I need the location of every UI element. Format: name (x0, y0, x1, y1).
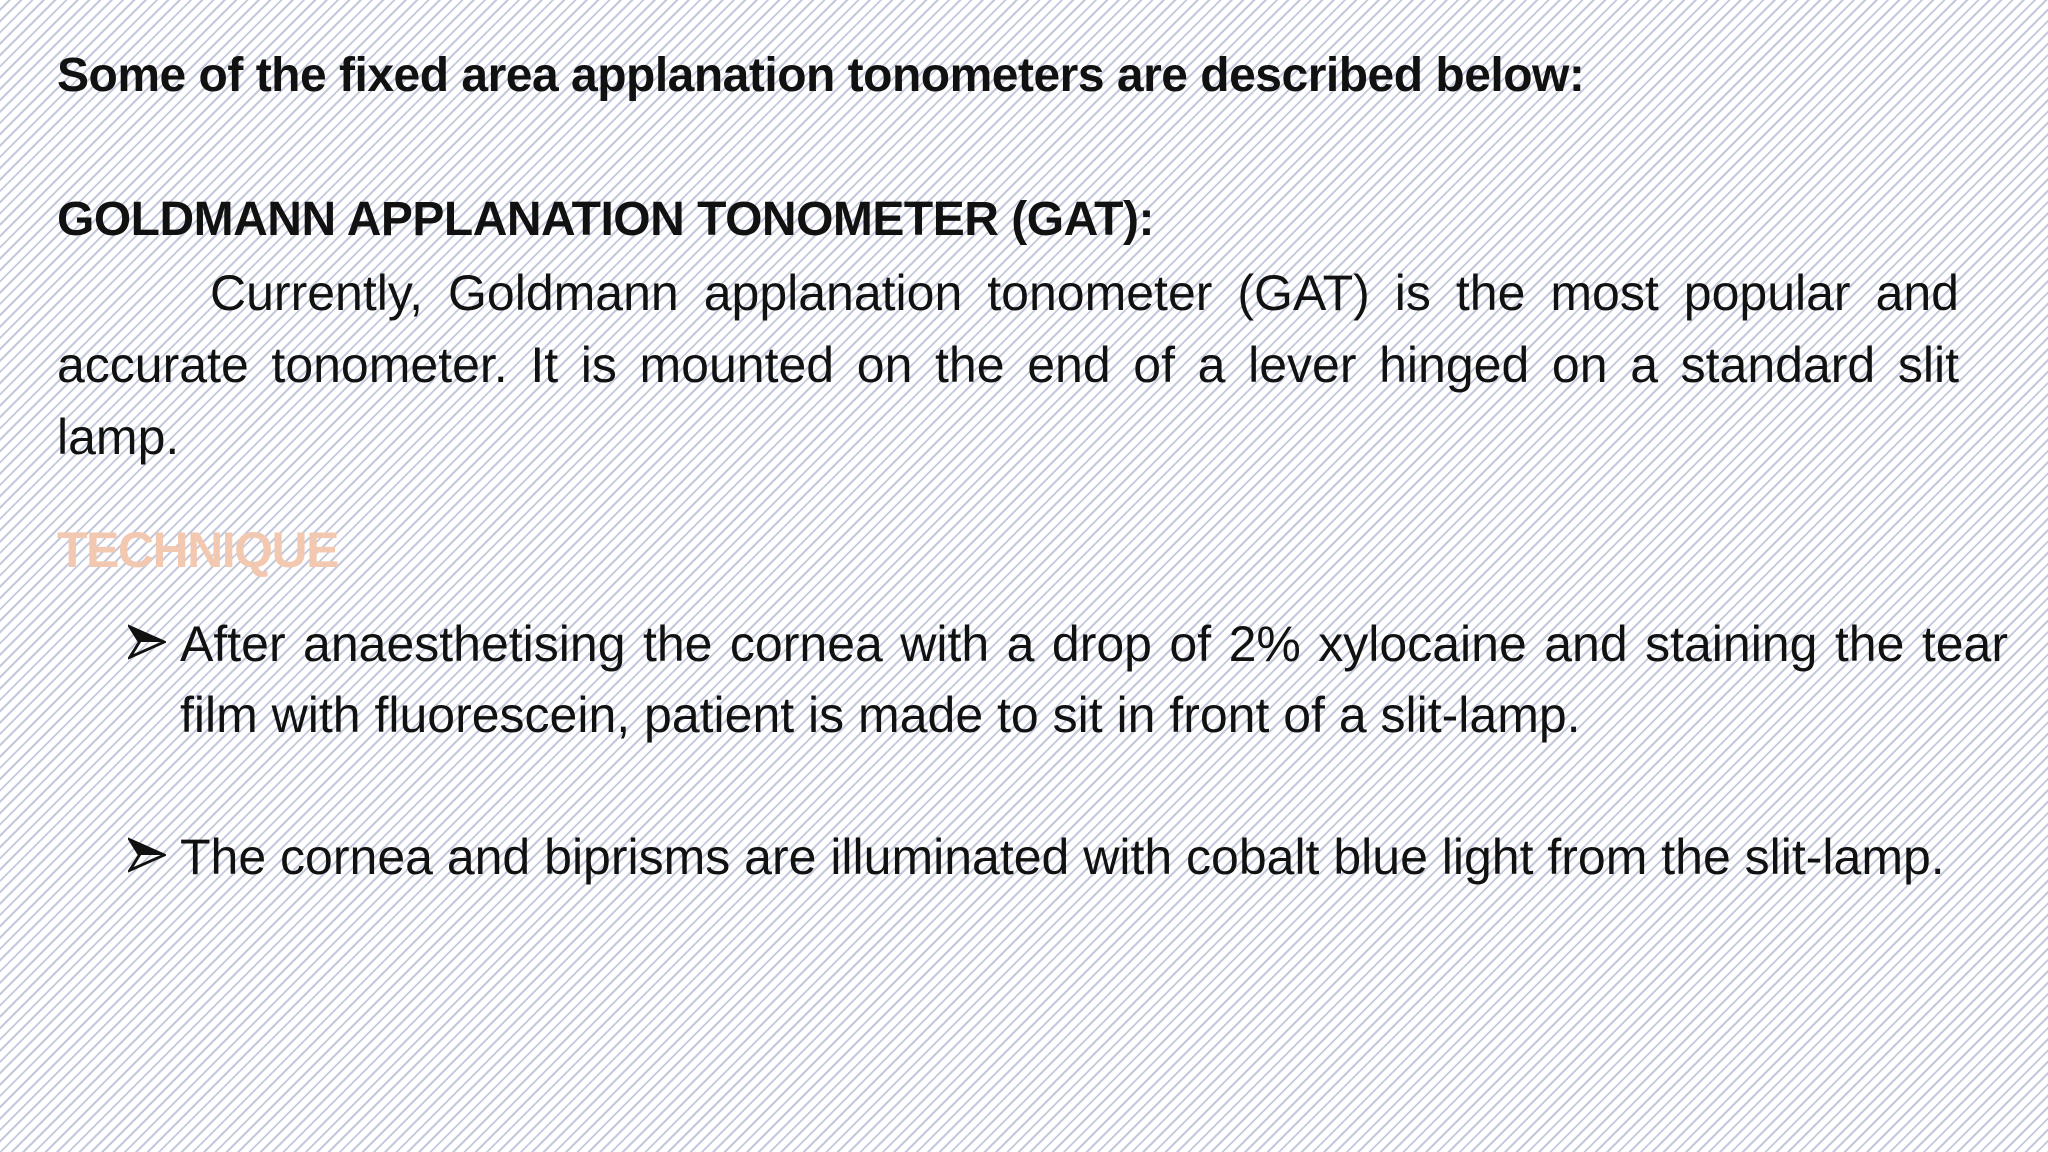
bullet-item (128, 822, 2008, 893)
description-paragraph: Currently, Goldmann applanation tonometer (GAT) is the most popular and accurate tonometer. It is mounted on the end of a lever hinged on a standard slit lamp. (57, 265, 1959, 465)
bullet-text: After anaesthetising the cornea with a drop of 2% xylocaine and staining the tear film with fluorescein, patient is made to sit in front of a slit-lamp. (180, 616, 2008, 743)
technique-heading: TECHNIQUE (57, 522, 338, 578)
section-heading: GOLDMANN APPLANATION TONOMETER (GAT): (57, 193, 1154, 246)
bullet-text: The cornea and biprisms are illuminated with cobalt blue light from the slit-lamp. (180, 829, 1945, 885)
arrowhead-bullet-icon (128, 836, 166, 874)
arrowhead-bullet-icon (128, 623, 166, 661)
bullet-item (128, 609, 2008, 751)
intro-heading: Some of the fixed area applanation tonometers are described below: (57, 49, 1585, 102)
